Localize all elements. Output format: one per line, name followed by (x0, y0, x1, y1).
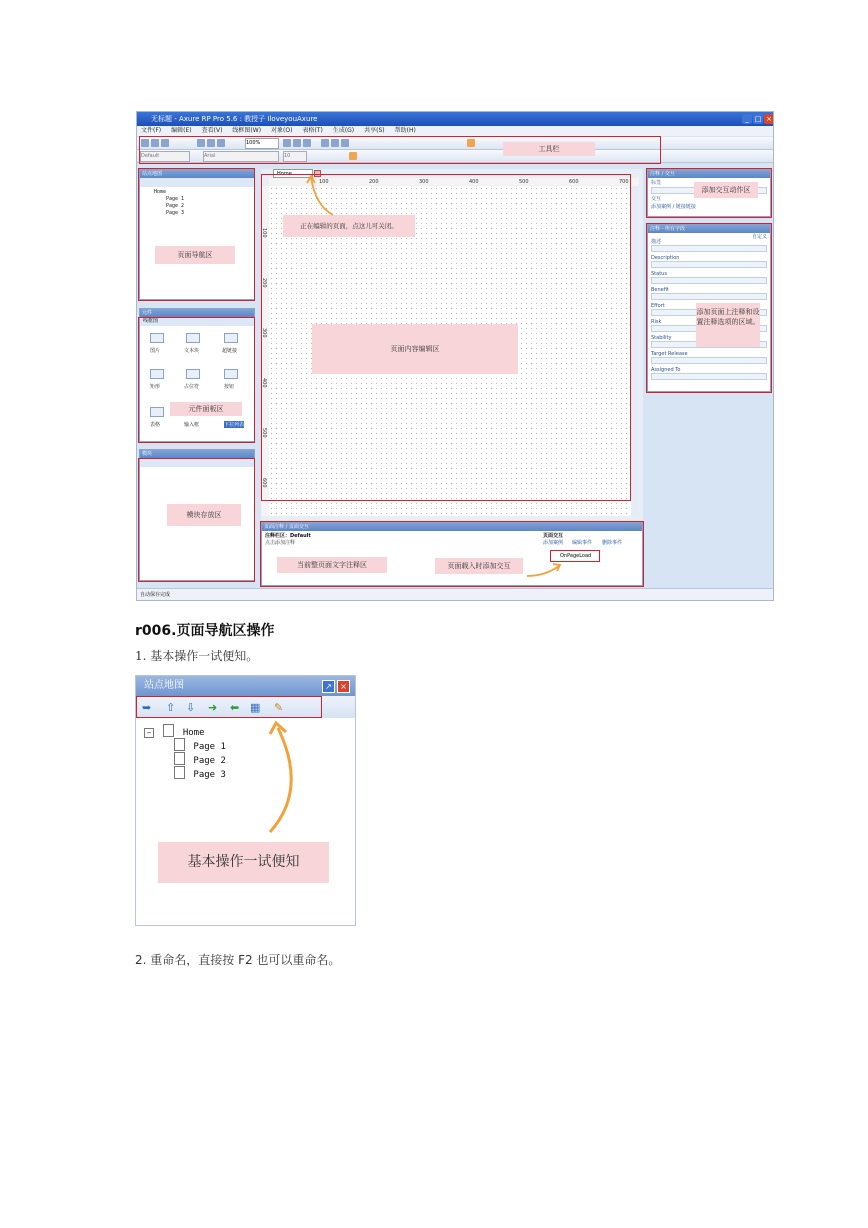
zoom-select[interactable]: 100% (245, 138, 279, 149)
widgets-annotation-label: 元件面板区 (170, 402, 242, 416)
page-icon (163, 724, 174, 737)
widget-table[interactable]: 表格 (150, 422, 161, 428)
outdent-icon[interactable]: ⬅ (230, 701, 240, 714)
widget-placeholder[interactable]: 占位符 (184, 384, 200, 390)
font-size-select[interactable]: 10 (283, 151, 307, 162)
interactions-section-title: 交互 (651, 196, 662, 202)
tree-node-home[interactable] (144, 724, 226, 738)
tree-node-home[interactable]: Home (154, 189, 167, 195)
close-icon[interactable]: × (337, 680, 350, 693)
move-down-icon[interactable]: ⇩ (186, 701, 196, 714)
add-page-icon[interactable]: ➥ (142, 701, 152, 714)
tree-label-home: Home (182, 728, 205, 738)
sitemap-header (136, 676, 355, 696)
annotation-field-label: 描述 (651, 239, 662, 245)
ruler-tick-label: 100 (319, 179, 329, 185)
interactions-panel-header: 注释 / 交互 (648, 170, 770, 178)
ruler-tick-label: 500 (519, 179, 529, 185)
tree-node-page[interactable]: Page 3 (166, 210, 185, 216)
tree-label-page-1: Page 1 (193, 742, 226, 752)
add-case-event-link[interactable]: 添加案例 (543, 540, 564, 546)
step-1-text: 1. 基本操作一试便知。 (135, 649, 259, 663)
add-case-link[interactable]: 添加案例 / 链接链接 (651, 204, 696, 210)
tab-arrow-icon (297, 175, 347, 221)
annotation-field-label: Description (651, 255, 680, 261)
annotations-panel-header: 注释 - 所有字段 (648, 225, 770, 233)
annotation-field-label: Stability (651, 335, 672, 341)
ruler-tick-label: 400 (469, 179, 479, 185)
widget-link[interactable]: 超链接 (222, 348, 238, 354)
tree-node-page-2[interactable] (144, 752, 226, 766)
ruler-tick-label: 700 (619, 179, 629, 185)
annotations-annotation-label: 添加页面上注释和设置注释选项的区域。 (696, 303, 760, 347)
delete-page-icon[interactable]: ▦ (250, 701, 261, 714)
events-annotation-label: 页面载入时添加交互 (435, 558, 523, 574)
notes-header: 注释栏区：Default (265, 533, 311, 539)
annotations-customize-link[interactable]: 自定义 (751, 234, 767, 240)
widget-text[interactable]: 文本块 (184, 348, 200, 354)
sitemap-panel-header: 站点地图 (140, 170, 254, 178)
widgets-highlight-box (138, 317, 255, 443)
annotation-field-label: Effort (651, 303, 665, 309)
ruler-tick-label: 400 (261, 378, 267, 388)
font-name-select[interactable]: Arial (203, 151, 279, 162)
widgets-panel-header: 元件 (140, 309, 254, 317)
annotation-field-label: Risk (651, 319, 662, 325)
tree-node-page-3[interactable] (144, 766, 226, 780)
annotation-field-label: Assigned To (651, 367, 681, 373)
sitemap-title: 站点地图 (144, 680, 184, 691)
menu-item[interactable]: 生成(G) (332, 127, 355, 134)
onpageload-event[interactable]: OnPageLoad (550, 550, 600, 562)
ruler-tick-label: 600 (569, 179, 579, 185)
sitemap-tree (144, 724, 226, 780)
style-select[interactable]: Default (140, 151, 190, 162)
notes-placeholder[interactable]: 点击添加注释 (265, 540, 296, 546)
menu-item[interactable]: 编辑(E) (171, 127, 192, 134)
maximize-icon[interactable]: □ (754, 115, 762, 123)
event-arrow-icon (525, 560, 565, 580)
ruler-tick-label: 200 (369, 179, 379, 185)
widget-image[interactable]: 图片 (150, 348, 161, 354)
tree-node-page[interactable]: Page 1 (166, 196, 185, 202)
tree-label-page-3: Page 3 (193, 770, 226, 780)
sitemap-screenshot (135, 675, 356, 926)
page-icon (174, 766, 185, 779)
menu-item[interactable]: 共享(S) (364, 127, 385, 134)
page-properties-icon[interactable]: ✎ (274, 701, 284, 714)
menu-bar (137, 126, 774, 136)
section-heading: r006.页面导航区操作 (135, 623, 275, 639)
menu-item[interactable]: 表格(T) (302, 127, 323, 134)
axure-main-window-screenshot (136, 111, 774, 601)
menu-item[interactable]: 查看(V) (201, 127, 223, 134)
toolbar-annotation-label: 工具栏 (503, 142, 595, 156)
sitemap-callout-label: 基本操作一试便知 (158, 842, 329, 883)
indent-icon[interactable]: ➜ (208, 701, 218, 714)
toolbar-highlight-box (136, 696, 322, 718)
tree-label-page-2: Page 2 (193, 756, 226, 766)
widget-library-select[interactable]: 线框图 (140, 317, 254, 326)
widget-rectangle[interactable]: 矩形 (150, 384, 161, 390)
float-icon[interactable]: ↗ (322, 680, 335, 693)
delete-event-link[interactable]: 删除事件 (602, 540, 623, 546)
masters-annotation-label: 模块存放区 (167, 504, 241, 526)
minimize-icon[interactable]: _ (742, 114, 752, 124)
window-title: 无标题 - Axure RP Pro 5.6 : 教授子 IloveyouAxure (151, 115, 318, 123)
notes-highlight-box (260, 521, 644, 587)
annotation-field-label: Target Release (651, 351, 688, 357)
move-up-icon[interactable]: ⇧ (166, 701, 176, 714)
tree-node-page[interactable]: Page 2 (166, 203, 185, 209)
sitemap-annotation-label: 页面导航区 (155, 246, 235, 264)
ruler-tick-label: 300 (261, 328, 267, 338)
close-icon[interactable]: × (764, 114, 774, 124)
canvas-tab-annotation-label: 正在编辑的页面，点这儿可关闭。 (283, 215, 415, 237)
widget-button[interactable]: 按钮 (224, 384, 235, 390)
menu-item[interactable]: 帮助(H) (394, 127, 416, 134)
ruler-tick-label: 200 (261, 278, 267, 288)
step-2-text: 2. 重命名，直接按 F2 也可以重命名。 (135, 953, 341, 967)
widget-droplist[interactable]: 下拉列表 (224, 422, 245, 428)
notes-annotation-label: 当前整页面文字注释区 (277, 557, 387, 573)
page-tab-home[interactable]: Home (273, 169, 313, 178)
window-titlebar (137, 112, 774, 126)
edit-event-link[interactable]: 编辑事件 (572, 540, 593, 546)
menu-item[interactable]: 线框图(W) (232, 127, 262, 134)
annotation-field-label: Benefit (651, 287, 669, 293)
ruler-tick-label: 500 (261, 428, 267, 438)
callout-arrow-icon (256, 720, 306, 836)
sitemap-highlight-box (138, 168, 255, 301)
page-icon (174, 752, 185, 765)
vertical-scrollbar[interactable] (631, 186, 639, 516)
canvas-annotation-label: 页面内容编辑区 (312, 324, 518, 374)
masters-panel-header: 模块 (140, 450, 254, 458)
menu-item[interactable]: 对象(O) (271, 127, 293, 134)
annotation-field-label: Status (651, 271, 667, 277)
page-icon (174, 738, 185, 751)
widget-textbox[interactable]: 输入框 (184, 422, 200, 428)
ruler-tick-label: 300 (419, 179, 429, 185)
status-bar: 自动保存完成 (137, 588, 774, 601)
collapse-icon[interactable]: − (144, 728, 154, 738)
page-notes-tabs[interactable]: 页面注释 / 页面交互 (262, 523, 642, 531)
tree-node-page-1[interactable] (144, 738, 226, 752)
events-header: 页面交互 (543, 533, 564, 539)
ruler-tick-label: 100 (261, 228, 267, 238)
interactions-label-field: 标签 (651, 180, 662, 186)
ruler-tick-label: 600 (261, 478, 267, 488)
interactions-annotation-label: 添加交互动作区 (694, 182, 758, 198)
menu-item[interactable]: 文件(F) (141, 127, 162, 134)
